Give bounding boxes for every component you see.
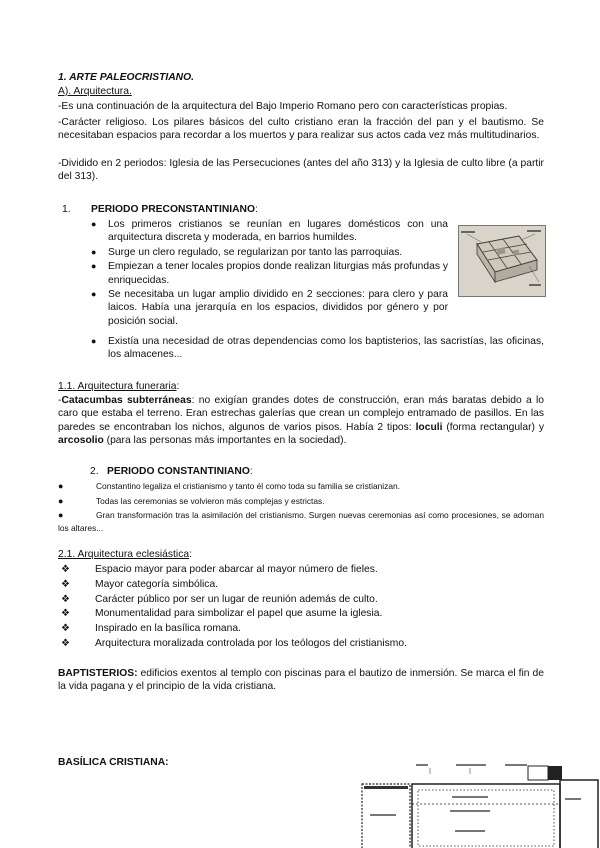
period-2-heading: PERIODO CONSTANTINIANO: [107, 466, 253, 477]
period-2-number: 2. [90, 466, 99, 477]
funeraria-paragraph: -Catacumbas subterráneas: no exigían grandes dotes de construcción, eran más baratas debido a lo caro que estaba el terreno. Eran estrechas galerías que crean un complejo entramado de pasillos. En las paredes se encontraban los nichos, algunos de varios pisos. Había 2 tipos: loculi (forma rectangular) y arcosolio (para las personas más importantes en la sociedad). [58, 395, 544, 447]
period-2-list [58, 480, 544, 534]
diamond-bullet-icon: ❖ [61, 637, 70, 649]
period-1-list-wide [91, 335, 544, 362]
list-item: ● Se necesitaba un lugar amplio dividido en 2 secciones: para clero y para laicos. Había una jerarquía en los espacios, divididos por género y por posición social. [91, 289, 448, 327]
period-1-list [91, 218, 448, 328]
house-church-image [458, 225, 546, 297]
list-item: ❖ Espacio mayor para poder abarcar al mayor número de fieles. [61, 564, 378, 575]
diamond-bullet-icon: ❖ [61, 578, 70, 590]
list-item: ❖ Monumentalidad para simbolizar el papel que asume la iglesia. [61, 608, 383, 620]
funeraria-title: 1.1. Arquitectura funeraria [58, 381, 177, 392]
eclesiastica-title: 2.1. Arquitectura eclesiástica [58, 549, 190, 560]
list-item: ● Surge un clero regulado, se regularizan por tanto las parroquias. [91, 246, 403, 258]
diamond-bullet-icon: ❖ [61, 608, 70, 620]
page-title: 1. ARTE PALEOCRISTIANO. [58, 72, 194, 83]
eclesiastica-list [61, 563, 545, 650]
bullet-icon: ● [58, 495, 64, 506]
term-arcosolio: arcosolio [58, 435, 104, 447]
bullet-icon: ● [91, 219, 97, 229]
diamond-bullet-icon: ❖ [61, 593, 70, 605]
period-1-title: PERIODO PRECONSTANTINIANO [91, 204, 255, 215]
eclesiastica-heading: 2.1. Arquitectura eclesiástica: [58, 549, 192, 560]
bullet-icon: ● [58, 481, 64, 491]
list-item: ❖ Arquitectura moralizada controlada por los teólogos del cristianismo. [61, 637, 407, 649]
list-item: ● Gran transformación tras la asimilación del cristianismo. Surgen nuevas ceremonias así como procesiones, se adornan los altares... [58, 510, 544, 533]
list-item: ❖ Carácter público por ser un lugar de reunión además de culto. [61, 593, 378, 605]
funeraria-heading: 1.1. Arquitectura funeraria: [58, 381, 180, 392]
section-a-heading: A). Arquitectura. [58, 86, 132, 97]
bullet-icon: ● [91, 336, 97, 346]
diamond-bullet-icon: ❖ [61, 564, 70, 575]
bullet-icon: ● [91, 289, 97, 300]
term-catacumbas: Catacumbas subterráneas [61, 395, 192, 406]
intro-paragraph-1: -Es una continuación de la arquitectura del Bajo Imperio Romano pero con características propias. [58, 101, 508, 112]
baptisterios-paragraph: BAPTISTERIOS: edificios exentos al templo con piscinas para el bautizo de inmersión. Se marca el fin de la vida pagana y el principio de la vida cristiana. [58, 668, 544, 693]
list-item: ● Empiezan a tener locales propios donde realizan liturgias más profundas y enriquecidas. [91, 261, 448, 286]
basilica-plan-drawing [360, 760, 600, 848]
list-item: ❖ Mayor categoría simbólica. [61, 578, 219, 590]
bullet-icon: ● [91, 261, 97, 272]
intro-paragraph-2: -Carácter religioso. Los pilares básicos del culto cristiano eran la fracción del pan y el bautismo. Se necesitaban espacios para recordar a los muertos y para realizar sus actos cada vez más multitudinarios. [58, 117, 544, 142]
intro-paragraph-3: -Dividido en 2 periodos: Iglesia de las Persecuciones (antes del año 313) y la Iglesia de culto libre (a partir del 313). [58, 158, 544, 183]
period-1-colon: : [255, 204, 258, 215]
list-item: ● Existía una necesidad de otras dependencias como los baptisterios, las sacristías, las oficinas, los almacenes... [91, 336, 544, 361]
term-loculi: loculi [415, 421, 443, 433]
bullet-icon: ● [91, 246, 97, 257]
list-item: ❖ Inspirado en la basílica romana. [61, 623, 241, 635]
period-1-number: 1. [62, 204, 71, 215]
house-church-plan-drawing [459, 226, 545, 296]
list-item: ● Constantino legaliza el cristianismo y tanto él como toda su familia se cristianizan. [58, 481, 400, 491]
period-2-title: PERIODO CONSTANTINIANO [107, 466, 250, 477]
bullet-icon: ● [58, 510, 64, 521]
period-1-heading [91, 203, 491, 216]
basilica-heading: BASÍLICA CRISTIANA: [58, 757, 169, 768]
term-baptisterios: BAPTISTERIOS: [58, 668, 138, 679]
diamond-bullet-icon: ❖ [61, 623, 70, 635]
basilica-floor-plan [360, 760, 600, 848]
list-item: ● Los primeros cristianos se reunían en lugares domésticos con una arquitectura discreta y moderada, en barrios humildes. [91, 219, 448, 244]
list-item: ● Todas las ceremonias se volvieron más complejas y estrictas. [58, 495, 325, 506]
